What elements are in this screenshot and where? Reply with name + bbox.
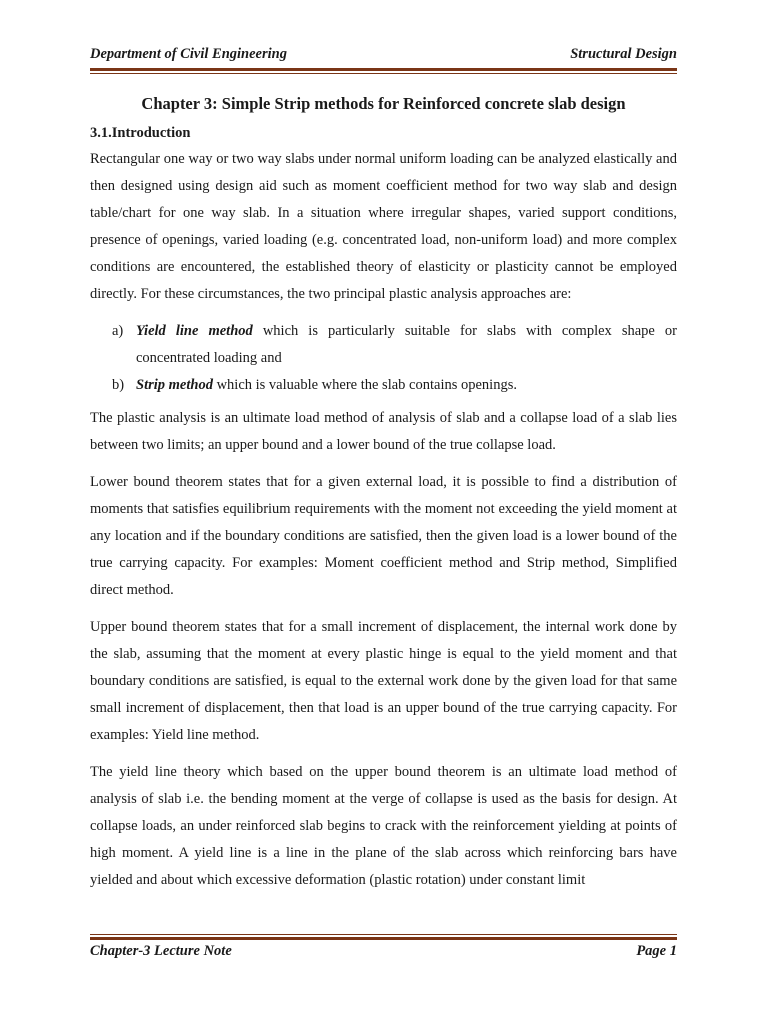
page-number: Page 1: [636, 943, 677, 959]
footer-rule-thin: [90, 934, 677, 935]
footer-rule-thick: [90, 937, 677, 940]
paragraph-yield-line: The yield line theory which based on the upper bound theorem is an ultimate load method of analysis of slab i.e. the bending moment at the verge of collapse is used as the basis for design. At collapse loads, an under reinforced slab begins to crack with the reinforcement yielding at points of high moment. A yield line is a line in the plane of the slab across which reinforcing bars have yielded and about which excessive deformation (plastic rotation) under constant limit: [90, 764, 677, 888]
header-rule-thick: [90, 68, 677, 71]
page-header: [90, 46, 677, 66]
header-department: Department of Civil Engineering: [90, 46, 287, 62]
list-text: which is particularly suitable for slabs with complex shape or concentrated loading and: [136, 323, 677, 366]
chapter-title: Chapter 3: Simple Strip methods for Reinforced concrete slab design: [141, 94, 626, 113]
list-text: which is valuable where the slab contains openings.: [212, 377, 517, 393]
list-term: Strip method: [136, 377, 213, 393]
paragraph-upper-bound: Upper bound theorem states that for a small increment of displacement, the internal work done by the slab, assuming that the moment at every plastic hinge is equal to the yield moment and that boundary conditions are satisfied, is equal to the external work done by the given load for that same small increment of displacement, then that load is an upper bound of the true carrying capacity. For examples: Yield line method.: [90, 619, 677, 743]
header-course: Structural Design: [570, 46, 677, 62]
list-term: Yield line method: [136, 323, 253, 339]
header-rule-thin: [90, 73, 677, 74]
footer-note: Chapter-3 Lecture Note: [90, 943, 232, 959]
section-heading: 3.1.Introduction: [90, 125, 191, 141]
list-marker: b): [112, 377, 125, 393]
paragraph-intro: Rectangular one way or two way slabs under normal uniform loading can be analyzed elastically and then designed using design aid such as moment coefficient method for two way slab and design table/chart for one way slab. In a situation where irregular shapes, varied support conditions, presence of openings, varied loading (e.g. concentrated load, non-uniform load) and more complex conditions are encountered, the established theory of elasticity or plasticity cannot be employed directly. For these circumstances, the two principal plastic analysis approaches are:: [90, 151, 677, 302]
list-item: [90, 372, 677, 399]
list-item: [90, 318, 677, 372]
approaches-list: [90, 318, 677, 399]
document-body: [90, 146, 677, 904]
list-marker: a): [112, 323, 124, 339]
page-footer: [90, 943, 677, 963]
paragraph-lower-bound: Lower bound theorem states that for a given external load, it is possible to find a distribution of moments that satisfies equilibrium requirements with the moment not exceeding the yield moment at any location and if the boundary conditions are satisfied, then the given load is a lower bound of the true carrying capacity. For examples: Moment coefficient method and Strip method, Simplified direct method.: [90, 474, 677, 598]
paragraph-plastic-analysis: The plastic analysis is an ultimate load method of analysis of slab and a collapse load of a slab lies between two limits; an upper bound and a lower bound of the true collapse load.: [90, 410, 677, 453]
